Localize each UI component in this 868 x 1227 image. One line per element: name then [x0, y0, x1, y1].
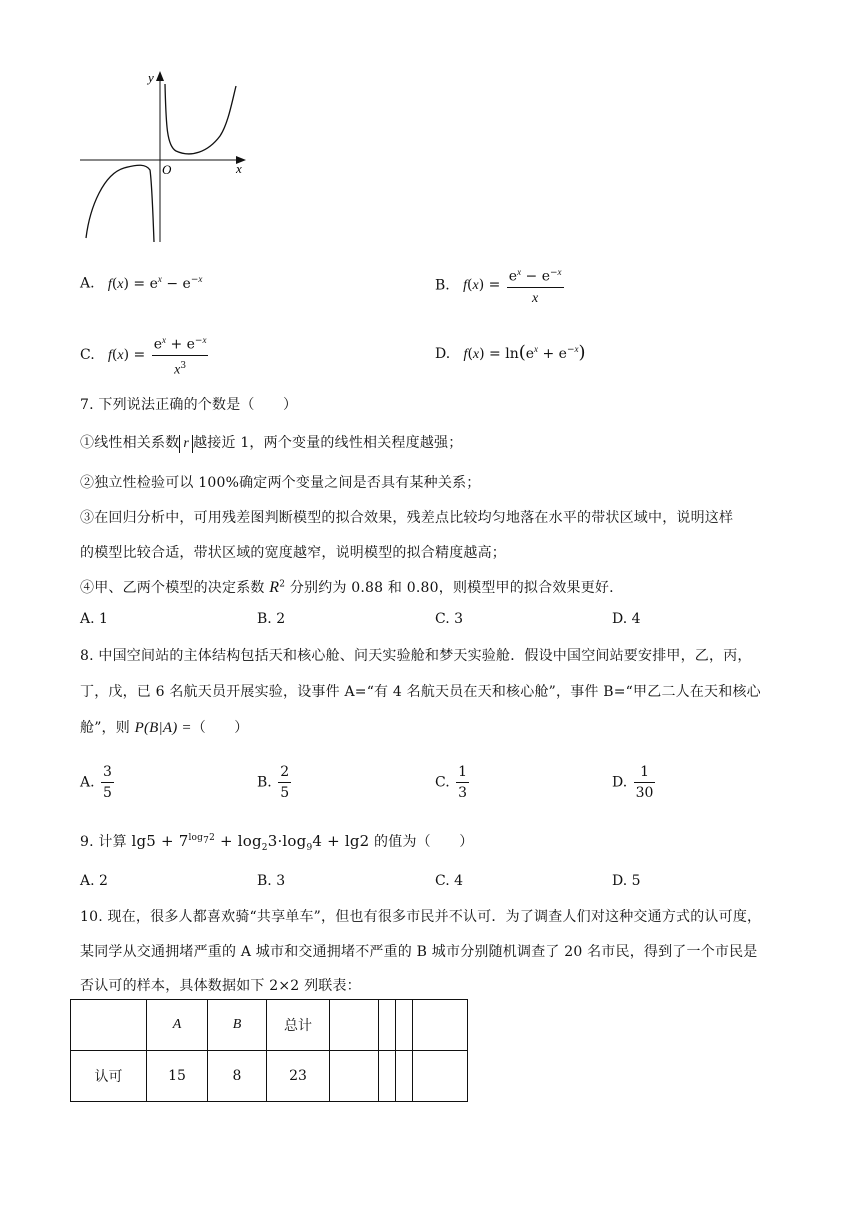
q9-stem: [80, 831, 473, 853]
stem-text: 的值为（ ）: [374, 834, 474, 850]
q8-option-b[interactable]: [257, 762, 293, 803]
option-letter: A.: [80, 275, 95, 292]
y-axis-label: y: [148, 70, 154, 85]
table-cell: [413, 1051, 468, 1102]
table-header-cell: [396, 1000, 413, 1051]
option-expr-render: $f(x) = \ln(e^x + e^{-x})$: [463, 342, 586, 363]
q7-statement-4: ④甲、乙两个模型的决定系数 $R^2$ 分别约为 0.88 和 0.80，则模型甲的拟合效果更好.: [80, 579, 614, 596]
numerator: 1: [456, 762, 469, 783]
r-squared-symbol: R: [269, 579, 280, 596]
numerator: 3: [101, 762, 114, 783]
q6-option-a[interactable]: [80, 274, 202, 293]
denominator: 30: [635, 785, 654, 801]
q9-option-a[interactable]: A. 2: [80, 873, 108, 889]
x-axis-label: x: [236, 161, 242, 176]
q7-stem: 7. 下列说法正确的个数是（ ）: [80, 397, 298, 413]
option-letter: D.: [612, 774, 628, 791]
y-axis-arrow-icon: [156, 71, 164, 81]
table-header-cell: [330, 1000, 379, 1051]
q8-line-1: 8. 中国空间站的主体结构包括天和核心舱、问天实验舱和梦天实验舱．假设中国空间站要安排甲，乙，丙，: [80, 648, 752, 664]
q8-line-3: [80, 717, 249, 737]
q9-expr-render: $\lg 5 + 7^{log_72} + \log_23\cdot\log_94 + \lg 2$: [131, 832, 370, 853]
q8-line-2: 丁，戊，已 6 名航天员开展实验，设事件 A=“有 4 名航天员在天和核心舱”，事件 B=“甲乙二人在天和核心: [80, 684, 761, 700]
stem-text: 9. 计算: [80, 834, 127, 850]
option-letter: D.: [435, 346, 451, 362]
numerator: 1: [634, 762, 656, 783]
q8-option-a[interactable]: [80, 762, 116, 803]
q9-option-b[interactable]: B. 3: [257, 873, 286, 889]
stem-text: 舱”，则: [80, 720, 130, 736]
contingency-table: [70, 999, 468, 1102]
stem-text: （ ）: [191, 720, 249, 736]
q7-option-a[interactable]: A. 1: [80, 611, 108, 627]
statement-text: ①线性相关系数: [80, 435, 180, 451]
statement-text: ④甲、乙两个模型的决定系数: [80, 580, 265, 596]
denominator: 5: [280, 785, 290, 801]
table-cell: 15: [147, 1051, 208, 1102]
q6-option-d[interactable]: [435, 342, 586, 363]
option-expr-render: $f(x) = e^x - e^{-x}$: [107, 274, 203, 292]
denominator: 5: [103, 785, 112, 801]
table-cell: 8: [208, 1051, 267, 1102]
statement-text: 越接近 1，两个变量的线性相关程度越强；: [193, 435, 463, 451]
table-size-expr: 2×2: [269, 978, 300, 994]
q8-option-d[interactable]: [612, 762, 657, 803]
option-letter: B.: [435, 277, 450, 294]
q10-line-2: 某同学从交通拥堵严重的 A 城市和交通拥堵不严重的 B 城市分别随机调查了 20 名市民，得到了一个市民是: [80, 944, 758, 960]
probability-expr: P(B|A) =: [134, 720, 192, 736]
origin-label: O: [162, 162, 172, 177]
table-cell: 认可: [71, 1051, 147, 1102]
function-graph: [76, 66, 256, 246]
table-header-cell: [379, 1000, 396, 1051]
q7-option-b[interactable]: B. 2: [257, 611, 286, 627]
q7-option-d[interactable]: D. 4: [612, 611, 641, 627]
denominator: 3: [458, 785, 468, 801]
option-expr-render: f(x) = $\frac{e^x + e^{-x}}{x^3}$: [99, 347, 210, 363]
option-letter: A.: [80, 774, 95, 791]
table-header-cell: A: [147, 1000, 208, 1051]
q9-option-d[interactable]: D. 5: [612, 873, 641, 889]
q7-statement-3b: 的模型比较合适，带状区域的宽度越窄，说明模型的拟合精度越高；: [80, 545, 506, 561]
stem-text: 列联表：: [304, 978, 361, 994]
q9-option-c[interactable]: C. 4: [435, 873, 464, 889]
numerator: 2: [278, 762, 291, 783]
table-cell: [396, 1051, 413, 1102]
curve-right-branch: [165, 84, 236, 154]
q10-line-3: [80, 975, 361, 995]
option-letter: B.: [257, 774, 272, 791]
table-header-cell: B: [208, 1000, 267, 1051]
option-letter: C.: [435, 774, 450, 791]
q7-statement-3a: ③在回归分析中，可用残差图判断模型的拟合效果，残差点比较均匀地落在水平的带状区域中，说明这样: [80, 510, 734, 526]
table-row: [71, 1051, 468, 1102]
table-cell: [330, 1051, 379, 1102]
q10-line-1: 10. 现在，很多人都喜欢骑“共享单车”，但也有很多市民并不认可．为了调查人们对这种交通方式的认可度，: [80, 909, 762, 925]
curve-left-branch: [86, 165, 154, 242]
q8-option-c[interactable]: [435, 762, 471, 803]
q7-option-c[interactable]: C. 3: [435, 611, 464, 627]
option-expr-render: f(x) = $\frac{e^x - e^{-x}}{x}$: [454, 277, 565, 293]
table-header-row: [71, 1000, 468, 1051]
table-cell: [379, 1051, 396, 1102]
table-header-cell: [413, 1000, 468, 1051]
option-letter: C.: [80, 347, 95, 364]
statement-text: 分别约为 0.88 和 0.80，则模型甲的拟合效果更好.: [289, 580, 614, 596]
table-cell: 23: [267, 1051, 330, 1102]
table-header-cell: [71, 1000, 147, 1051]
q6-option-c[interactable]: [80, 330, 210, 380]
q7-statement-1: [80, 432, 462, 453]
table-header-cell: 总计: [267, 1000, 330, 1051]
abs-r: r: [179, 435, 193, 453]
stem-text: 否认可的样本，具体数据如下: [80, 978, 265, 994]
q7-statement-2: ②独立性检验可以 100%确定两个变量之间是否具有某种关系；: [80, 475, 481, 491]
q6-option-b[interactable]: [435, 262, 566, 309]
